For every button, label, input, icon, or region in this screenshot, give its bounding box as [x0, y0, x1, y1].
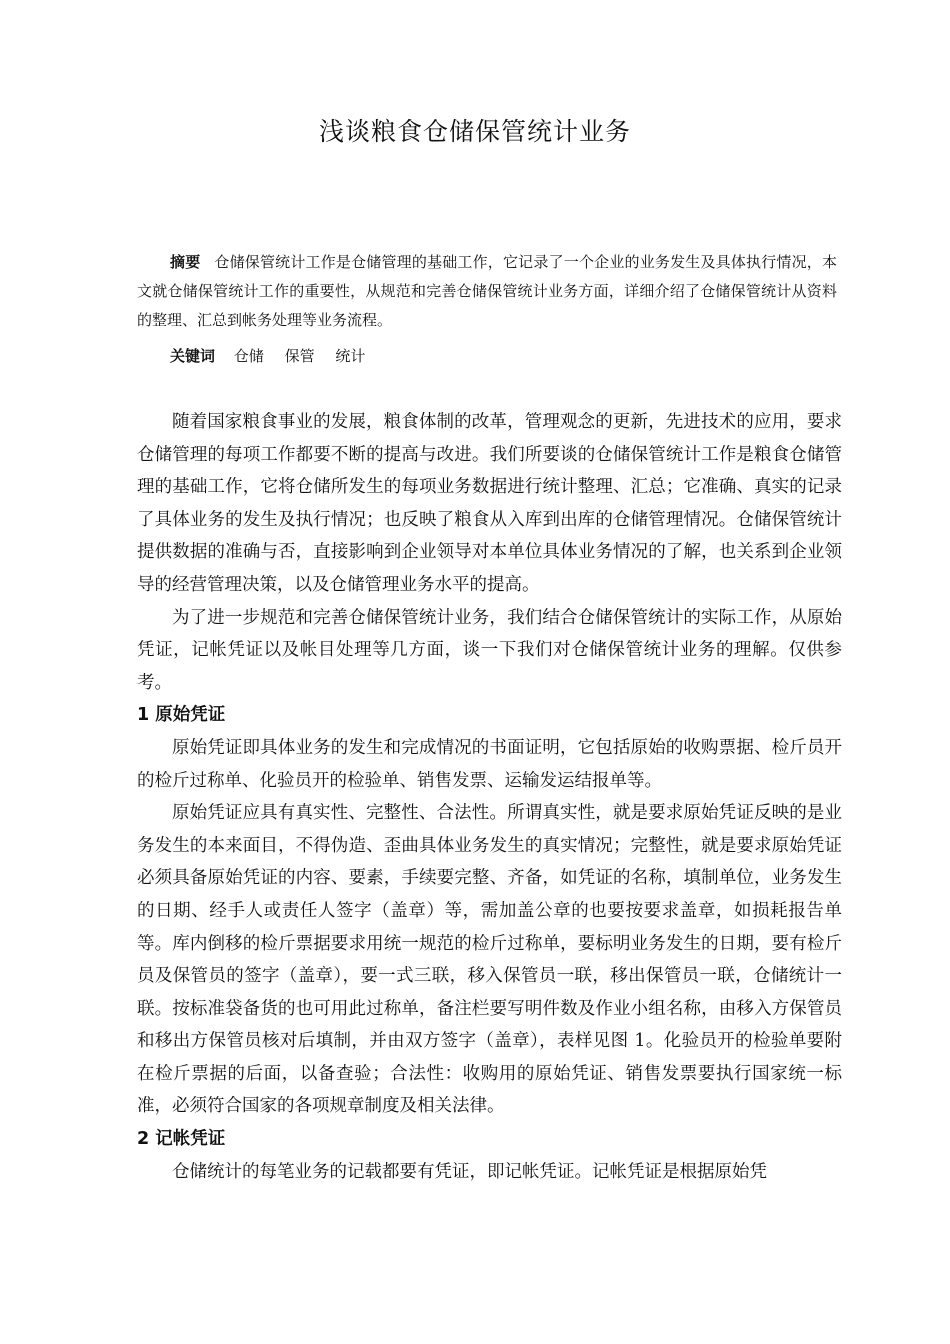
- section-heading: 1 原始凭证: [137, 705, 226, 726]
- abstract: [137, 248, 837, 335]
- intro-paragraph: 随着国家粮食事业的发展，粮食体制的改革，管理观念的更新，先进技术的应用，要求仓储管理的每项工作都要不断的提高与改进。我们所要谈的仓储保管统计工作是粮食仓储管理的基础工作，它将仓储所发生的每项业务数据进行统计整理、汇总；它准确、真实的记录了具体业务的发生及执行情况；也反映了粮食从入库到出库的仓储管理情况。仓储保管统计提供数据的准确与否，直接影响到企业领导对本单位具体业务情况的了解，也关系到企业领导的经营管理决策，以及仓储管理业务水平的提高。: [137, 412, 842, 595]
- section-paragraph: 原始凭证应具有真实性、完整性、合法性。所谓真实性，就是要求原始凭证反映的是业务发生的本来面目，不得伪造、歪曲具体业务发生的真实情况；完整性，就是要求原始凭证必须具备原始凭证的内容、要素，手续要完整、齐备，如凭证的名称，填制单位，业务发生的日期、经手人或责任人签字（盖章）等，需加盖公章的也要按要求盖章，如损耗报告单等。库内倒移的检斤票据要求用统一规范的检斤过称单，要标明业务发生的日期，要有检斤员及保管员的签字（盖章），要一式三联，移入保管员一联，移出保管员一联，仓储统计一联。按标准袋备货的也可用此过称单，备注栏要写明件数及作业小组名称，由移入方保管员和移出方保管员核对后填制，并由双方签字（盖章），表样见图 1。化验员开的检验单要附在检斤票据的后面，以备查验；合法性：收购用的原始凭证、销售发票要执行国家统一标准，必须符合国家的各项规章制度及相关法律。: [137, 803, 842, 1117]
- section-paragraph: 仓储统计的每笔业务的记载都要有凭证，即记帐凭证。记帐凭证是根据原始凭: [172, 1161, 767, 1182]
- page-title: 浅谈粮食仓储保管统计业务: [318, 117, 631, 146]
- keyword: 统计: [335, 347, 366, 365]
- section-heading: 2 记帐凭证: [137, 1129, 226, 1150]
- body-text: [137, 406, 842, 1188]
- keyword: 保管: [284, 347, 315, 365]
- abstract-label: 摘要: [170, 253, 201, 271]
- keywords-line: [170, 342, 381, 371]
- keywords-label: 关键词: [170, 347, 216, 365]
- abstract-text: 仓储保管统计工作是仓储管理的基础工作，它记录了一个企业的业务发生及具体执行情况，本文就仓储保管统计工作的重要性，从规范和完善仓储保管统计业务方面，详细介绍了仓储保管统计从资料的整理、汇总到帐务处理等业务流程。: [137, 253, 837, 329]
- intro-paragraph: 为了进一步规范和完善仓储保管统计业务，我们结合仓储保管统计的实际工作，从原始凭证，记帐凭证以及帐目处理等几方面，谈一下我们对仓储保管统计业务的理解。仅供参考。: [137, 607, 842, 693]
- keyword: 仓储: [233, 347, 264, 365]
- section-paragraph: 原始凭证即具体业务的发生和完成情况的书面证明，它包括原始的收购票据、检斤员开的检斤过称单、化验员开的检验单、销售发票、运输发运结报单等。: [137, 737, 842, 791]
